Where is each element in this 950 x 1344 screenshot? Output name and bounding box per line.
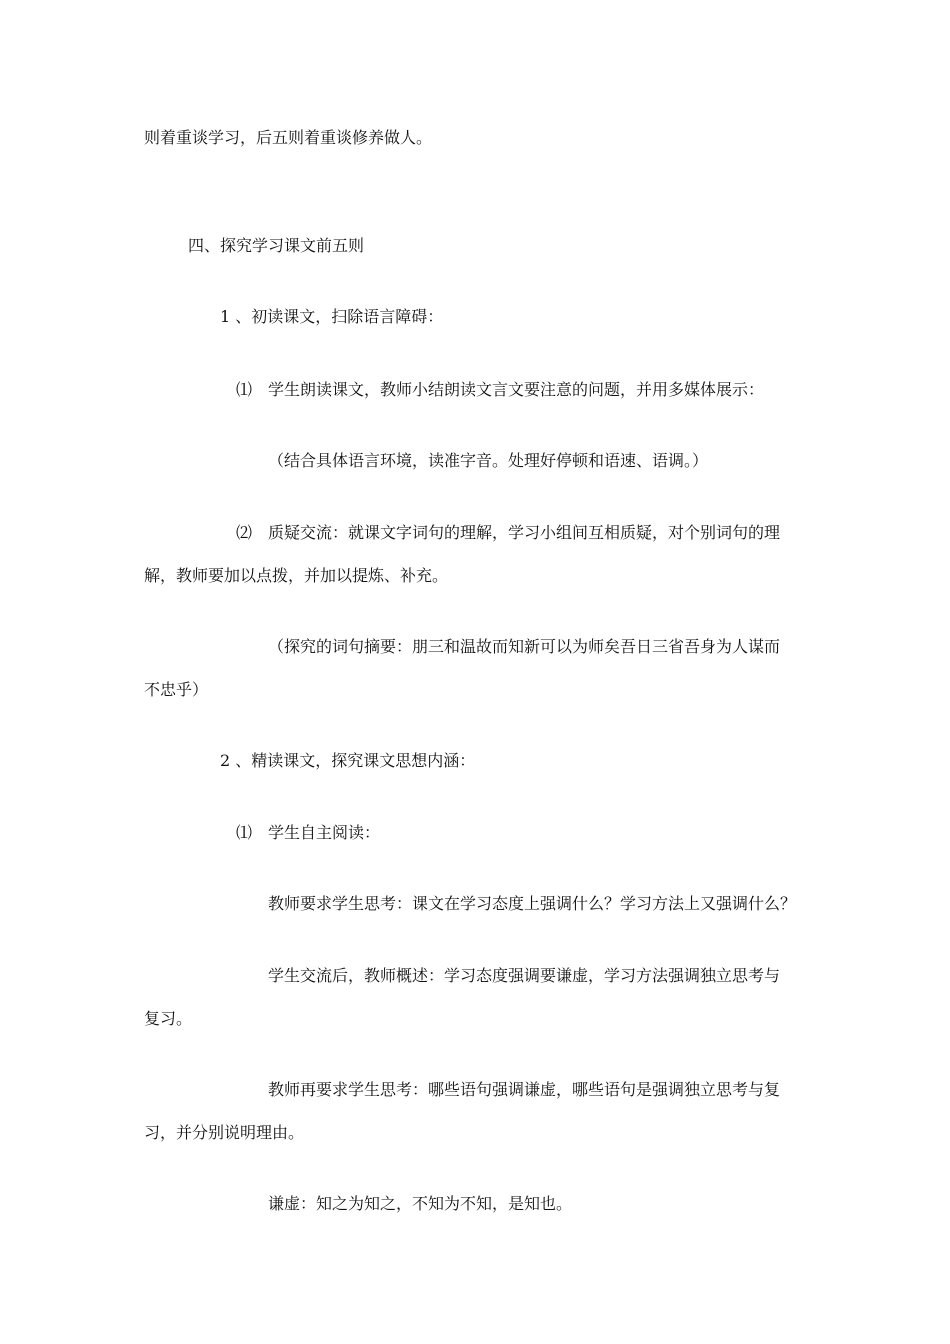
teacher-question-2-line2: 习，并分别说明理由。 <box>144 1123 305 1142</box>
item-1-1: ⑴ 学生朗读课文，教师小结朗读文言文要注意的问题，并用多媒体展示： <box>236 380 765 399</box>
item-1-1-note: （结合具体语言环境，读准字音。处理好停顿和语速、语调。） <box>268 451 709 470</box>
item-1-2-line2: 解，教师要加以点拨，并加以提炼、补充。 <box>144 566 449 585</box>
item-2-1: ⑴ 学生自主阅读： <box>236 823 381 842</box>
modesty-quote: 谦虚：知之为知之，不知为不知，是知也。 <box>268 1194 573 1213</box>
text-line-1: 则着重谈学习，后五则着重谈修养做人。 <box>144 128 433 147</box>
teacher-summary-line1: 学生交流后，教师概述：学习态度强调要谦虚，学习方法强调独立思考与 <box>268 966 781 985</box>
item-1-2-note-line2: 不忠乎） <box>144 680 209 699</box>
teacher-summary-line2: 复习。 <box>144 1009 193 1028</box>
section-heading-4: 四、探究学习课文前五则 <box>188 236 365 255</box>
teacher-question-1: 教师要求学生思考：课文在学习态度上强调什么？学习方法上又强调什么？ <box>268 894 797 913</box>
teacher-question-2-line1: 教师再要求学生思考：哪些语句强调谦虚，哪些语句是强调独立思考与复 <box>268 1080 781 1099</box>
subsection-heading-2: 2 、精读课文，探究课文思想内涵： <box>220 751 476 770</box>
item-1-2-line1: ⑵ 质疑交流：就课文字词句的理解，学习小组间互相质疑，对个别词句的理 <box>236 523 781 542</box>
subsection-heading-1: 1 、初读课文，扫除语言障碍： <box>220 307 444 326</box>
item-1-2-note-line1: （探究的词句摘要：朋三和温故而知新可以为师矣吾日三省吾身为人谋而 <box>268 637 781 656</box>
